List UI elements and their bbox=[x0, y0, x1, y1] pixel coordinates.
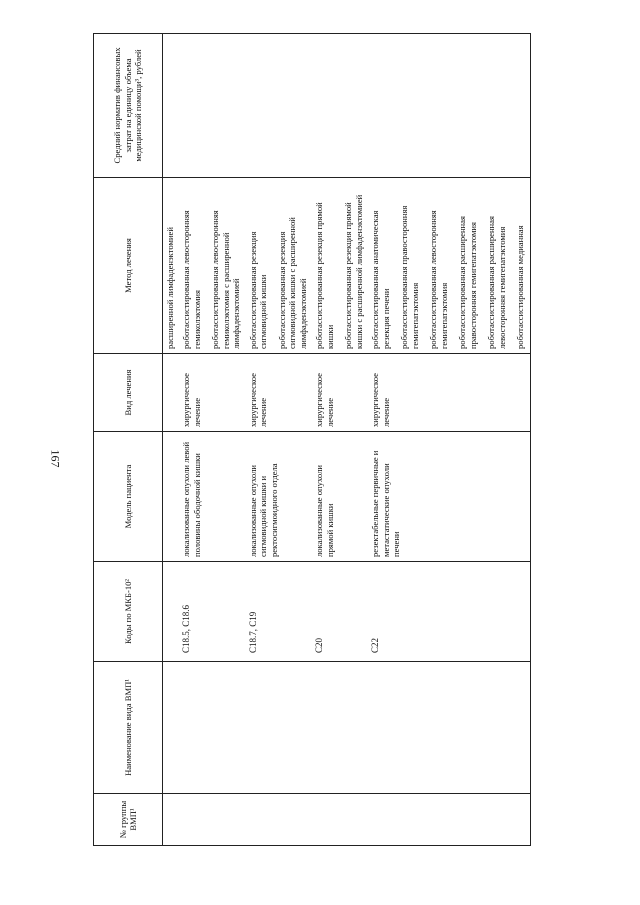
cell-group-no bbox=[368, 794, 530, 846]
method-item: роботассистированная правосторонняя гемигепатэктомия bbox=[399, 205, 420, 349]
cell-model: резектабельные первичные и метастатические опухоли печени bbox=[368, 432, 530, 562]
cell-group-no bbox=[312, 794, 368, 846]
cell-group-no bbox=[179, 794, 245, 846]
header-cost: Средний норматив финансовых затрат на единицу объема медицинской помощи³, рублей bbox=[94, 34, 163, 178]
header-method: Метод лечения bbox=[94, 178, 163, 354]
cell-code: C22 bbox=[368, 562, 530, 662]
cell-cost bbox=[179, 34, 245, 178]
cell-cost bbox=[246, 34, 312, 178]
cell-name bbox=[179, 662, 245, 794]
cell-cost bbox=[368, 34, 530, 178]
cell-type: хирургическое лечение bbox=[179, 354, 245, 432]
header-model: Модель пациента bbox=[94, 432, 163, 562]
method-item: роботассистированная левосторонняя гемиколэктомия с расширенной лимфаденэктомией bbox=[210, 210, 242, 349]
cell-model bbox=[163, 432, 180, 562]
cell-name bbox=[163, 662, 180, 794]
header-codes: Коды по МКБ-10² bbox=[94, 562, 163, 662]
method-item: роботассистированная расширенная правосторонняя гемигепатэктомия bbox=[457, 216, 478, 349]
header-name: Наименование вида ВМП¹ bbox=[94, 662, 163, 794]
cell-cost bbox=[163, 34, 180, 178]
cell-methods bbox=[246, 178, 312, 354]
method-item: роботассистированная резекция сигмовидной кишки с расширенной лимфаденэктомией bbox=[276, 217, 308, 349]
cell-type: хирургическое лечение bbox=[246, 354, 312, 432]
cell-model: локализованные опухоли сигмовидной кишки и ректосигмоидного отдела bbox=[246, 432, 312, 562]
table-row bbox=[163, 34, 180, 846]
table-row bbox=[246, 34, 312, 846]
method-item: роботассистированная резекция сигмовидной кишки bbox=[247, 231, 269, 349]
cell-methods bbox=[312, 178, 368, 354]
cell-type: хирургическое лечение bbox=[312, 354, 368, 432]
rotated-table-wrapper bbox=[93, 34, 596, 846]
cell-code: C18.5, C18.6 bbox=[179, 562, 245, 662]
cell-group-no bbox=[246, 794, 312, 846]
cell-name bbox=[368, 662, 530, 794]
method-item: роботассистированная медианная bbox=[515, 225, 526, 349]
cell-type: хирургическое лечение bbox=[368, 354, 530, 432]
table-row bbox=[312, 34, 368, 846]
cell-model: локализованные опухоли прямой кишки bbox=[312, 432, 368, 562]
header-type: Вид лечения bbox=[94, 354, 163, 432]
cell-methods bbox=[368, 178, 530, 354]
method-item: роботассистированная анатомическая резекция печени bbox=[370, 210, 391, 349]
cell-cost bbox=[312, 34, 368, 178]
cell-type bbox=[163, 354, 180, 432]
table-row bbox=[179, 34, 245, 846]
method-item: роботассистированная резекция прямой кишки с расширенной лимфаденэктомией bbox=[343, 194, 364, 349]
method-item: роботассистированная резекция прямой кишки bbox=[314, 202, 335, 349]
header-group-no: № группы ВМП¹ bbox=[94, 794, 163, 846]
cell-name bbox=[312, 662, 368, 794]
method-item: роботассистированная левосторонняя гемигепатэктомия bbox=[428, 210, 449, 349]
cell-methods bbox=[163, 178, 180, 354]
cell-model: локализованные опухоли левой половины ободочной кишки bbox=[179, 432, 245, 562]
cell-code bbox=[163, 562, 180, 662]
cell-name bbox=[246, 662, 312, 794]
cell-code: C20 bbox=[312, 562, 368, 662]
medical-care-table bbox=[93, 33, 531, 846]
method-item: роботассистированная левосторонняя гемиколэктомия bbox=[181, 210, 202, 349]
method-item: расширенной лимфаденэктомией bbox=[165, 227, 175, 349]
cell-group-no bbox=[163, 794, 180, 846]
page-number: 167 bbox=[48, 449, 63, 468]
method-item: роботассистированная расширенная левосторонняя гемигепатэктомия bbox=[486, 216, 507, 349]
table-row bbox=[368, 34, 530, 846]
cell-code: C18.7, C19 bbox=[246, 562, 312, 662]
table-body bbox=[163, 34, 531, 846]
header-row bbox=[94, 34, 163, 846]
cell-methods bbox=[179, 178, 245, 354]
